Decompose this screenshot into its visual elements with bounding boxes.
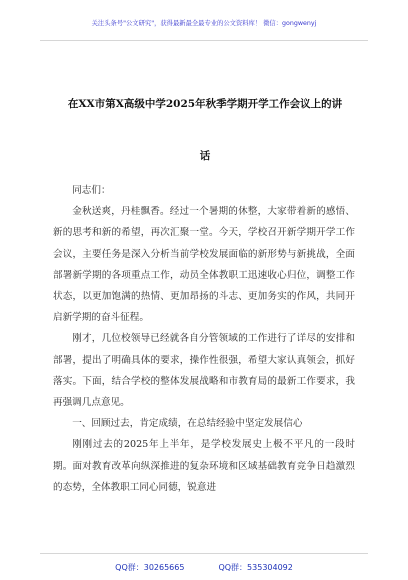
paragraph-2: 刚才，几位校领导已经就各自分管领域的工作进行了详尽的安排和部署，提出了明确具体的要求，操作性很强，希望大家认真领会，抓好落实。下面，结合学校的整体发展战略和市教育局的最新工作要求，我再强调几点意见。 (53, 333, 355, 409)
salutation: 同志们： (72, 185, 111, 196)
document-title-line-1: 在XX市第X高级中学2025年秋季学期开学工作会议上的讲 (67, 98, 343, 110)
section-heading-1: 一、回顾过去，肯定成绩，在总结经验中坚定发展信心 (72, 418, 303, 430)
footer (40, 562, 368, 573)
document-title-line-2: 话 (199, 150, 211, 162)
footer-qq-group-1: QQ群：30265665 (115, 563, 185, 572)
footer-qq-group-2: QQ群：535304092 (218, 563, 293, 572)
header-banner: 关注头条号"公文研究"，获得最新最全最专业的公文资料库！ 微信：gongwenyj (91, 20, 317, 27)
paragraph-3: 刚刚过去的2025年上半年，是学校发展史上极不平凡的一段时期。面对教育改革向纵深推进的复杂环境和区域基础教育竞争日趋激烈的态势，全体教职工同心同德，锐意进 (53, 439, 355, 493)
header-divider (40, 40, 368, 41)
paragraph-1: 金秋送爽，丹桂飘香。经过一个暑期的休整，大家带着新的感悟、新的思考和新的希望，再次汇聚一堂。今天，学校召开新学期开学工作会议，主要任务是深入分析当前学校发展面临的新形势与新挑战，全面部署新学期的各项重点工作，动员全体教职工迅速收心归位，调整工作状态，以更加饱满的热情、更加昂扬的斗志、更加务实的作风，共同开启新学期的奋斗征程。 (53, 206, 355, 324)
document-body (53, 180, 355, 498)
footer-divider (40, 553, 368, 554)
